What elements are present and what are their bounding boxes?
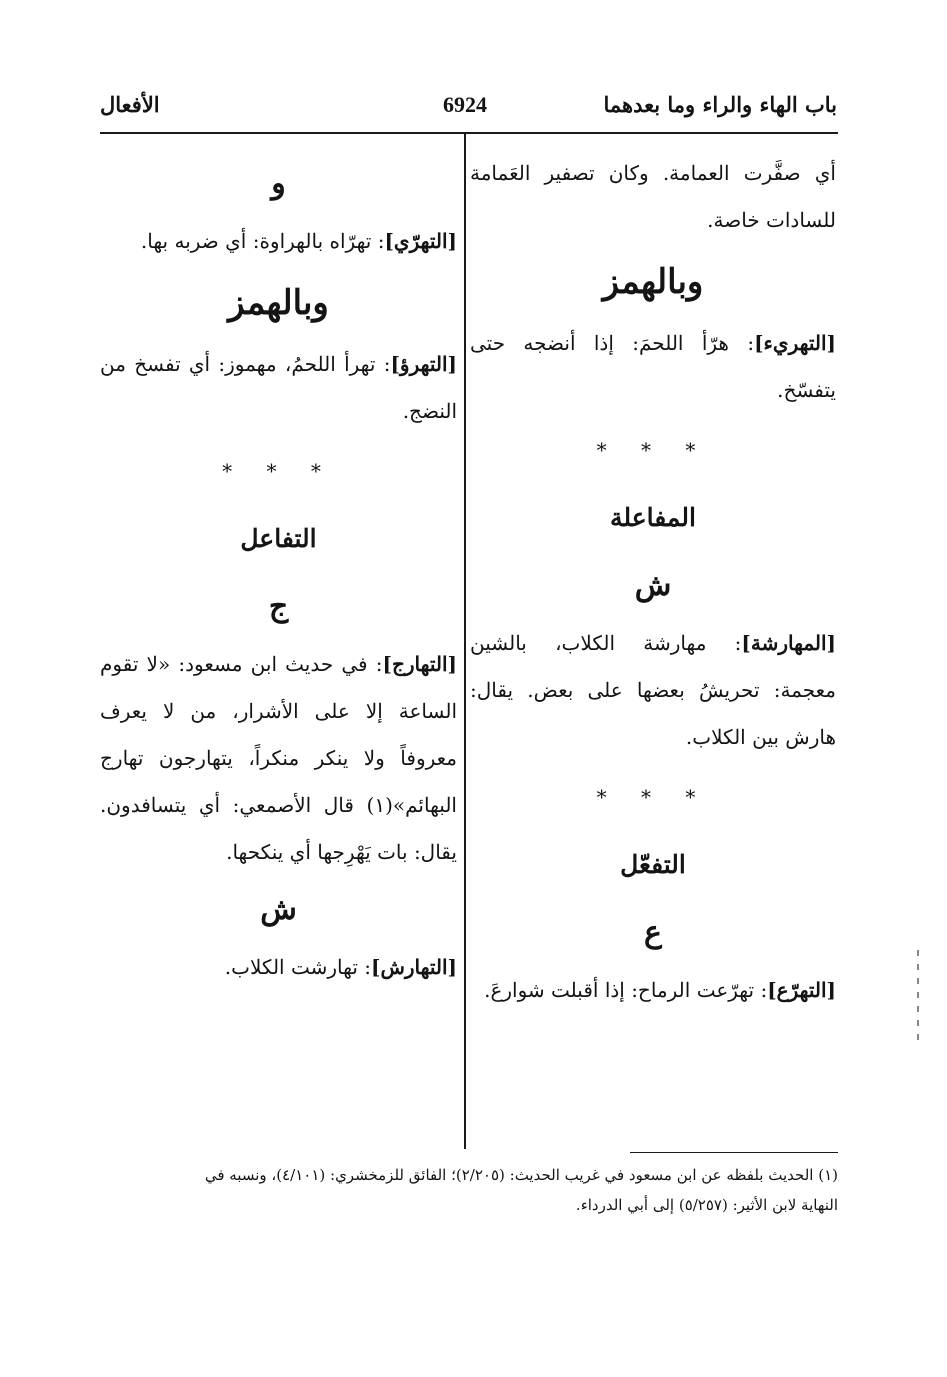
entry-text: : تهارشت الكلاب. (224, 955, 371, 979)
entry-taharuj (100, 641, 457, 876)
section-separator: * * * (222, 459, 335, 483)
entry-tahri (470, 320, 836, 414)
entry-term: [التهريء] (754, 331, 836, 355)
entry-tahrri (100, 218, 457, 265)
entry-tahruu (100, 341, 457, 435)
form-heading-tafaul: التفعّل (620, 850, 686, 879)
column-divider (464, 134, 466, 1149)
footnote (100, 1160, 838, 1220)
letter-heading-shin: ش (634, 568, 672, 603)
entry-muharasha (470, 620, 836, 761)
footnote-line: النهاية لابن الأثير: (٥/٢٥٧) إلى أبي الدرداء. (575, 1196, 838, 1214)
section-heading-hamz: وبالهمز (228, 283, 329, 323)
entry-term: [التهارج] (382, 652, 457, 676)
footnote-rule (630, 1152, 838, 1153)
entry-text: : مهارشة الكلاب، بالشين معجمة: تحريشُ بعضها على بعض. يقال: هارش بين الكلاب. (470, 631, 836, 749)
page-number: 6924 (443, 92, 487, 117)
entry-taharru (470, 967, 836, 1014)
entry-taharush (100, 944, 457, 991)
running-header-section: الأفعال (100, 92, 160, 117)
letter-heading-jim: ج (268, 589, 289, 624)
entry-text: : تهرّاه بالهراوة: أي ضربه بها. (140, 229, 385, 253)
form-heading-tafaul: التفاعل (240, 524, 317, 553)
letter-heading-shin: ش (260, 892, 297, 927)
left-column (100, 150, 457, 991)
entry-term: [التهارش] (371, 955, 457, 979)
header-rule (100, 132, 838, 134)
section-heading-hamz: وبالهمز (602, 262, 704, 302)
scan-artifact (917, 950, 919, 1040)
entry-term: [التهرّي] (384, 229, 457, 253)
letter-heading-waw: و (271, 166, 286, 201)
right-column (470, 150, 836, 1014)
entry-continuation: أي صفَّرت العمامة. وكان تصفير العَمامة للسادات خاصة. (470, 161, 836, 232)
letter-heading-ayn: ع (644, 915, 662, 950)
entry-text: : تهرّعت الرماح: إذا أقبلت شوارعَ. (484, 978, 768, 1002)
section-separator: * * * (596, 438, 710, 462)
entry-text: : تهرأ اللحمُ، مهموز: أي تفسخ من النضج. (100, 352, 457, 423)
entry-term: [التهرؤ] (390, 352, 457, 376)
entry-text: : هرّأ اللحمَ: إذا أنضجه حتى يتفسّخ. (470, 331, 836, 402)
form-heading-mufaala: المفاعلة (610, 503, 696, 532)
section-separator: * * * (596, 785, 710, 809)
running-header-chapter: باب الهاء والراء وما بعدهما (603, 92, 837, 117)
entry-text: : في حديث ابن مسعود: «لا تقوم الساعة إلا على الأشرار، من لا يعرف معروفاً ولا ينكر منكراً، يتهارجون تهارج البهائم»(١) قال الأصمعي: أي يتسافدون. يقال: بات يَهْرِجها أي ينكحها. (100, 652, 457, 864)
entry-term: [المهارشة] (741, 631, 836, 655)
footnote-line: (١) الحديث بلفظه عن ابن مسعود في غريب الحديث: (٢/٢٠٥)؛ الفائق للزمخشري: (٤/١٠١)، ونسبه في (204, 1166, 838, 1184)
entry-term: [التهرّع] (767, 978, 836, 1002)
